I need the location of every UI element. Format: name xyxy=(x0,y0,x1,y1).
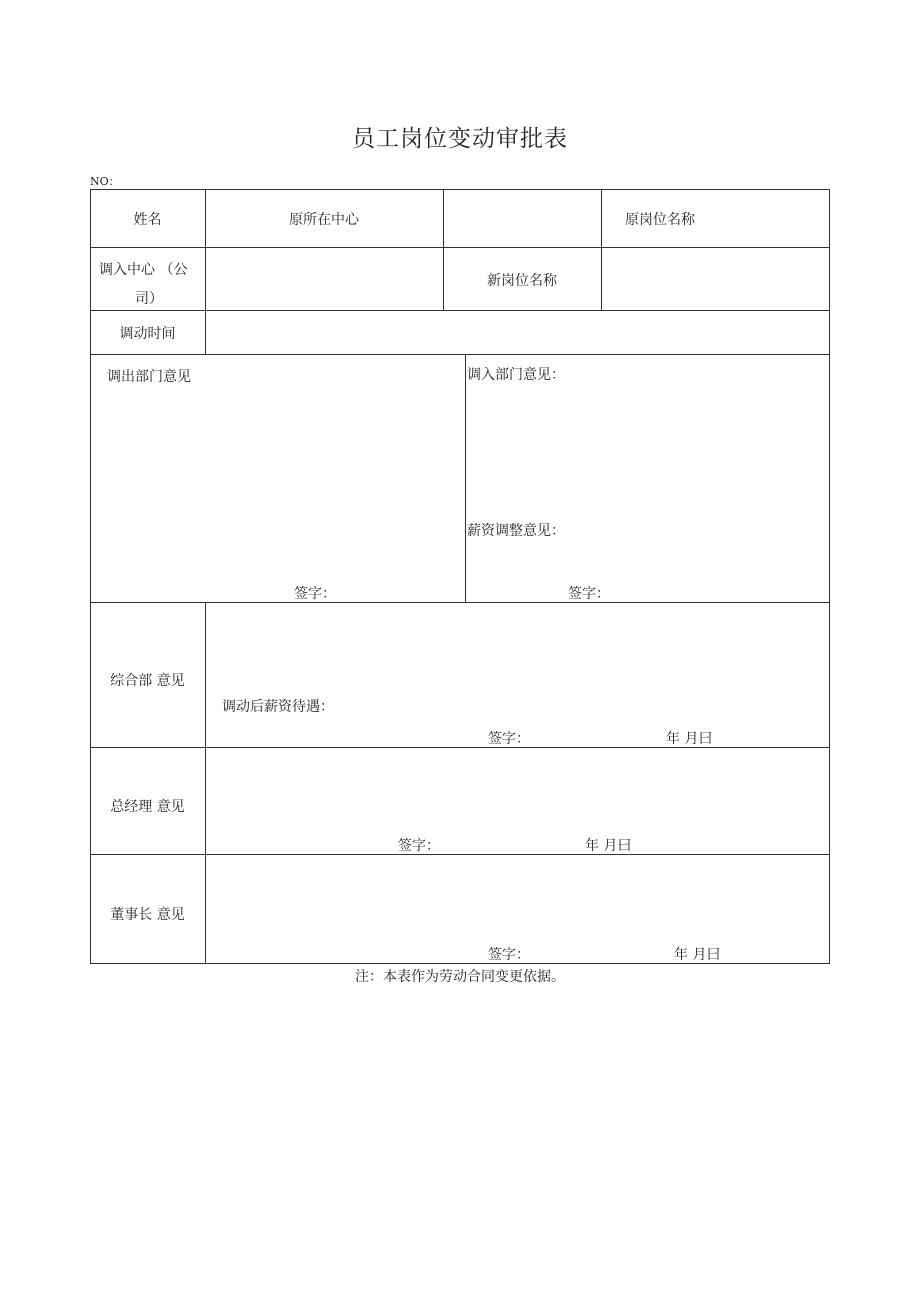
transfer-center-label-line1: 调入中心 （公 xyxy=(99,262,188,278)
page-title: 员工岗位变动审批表 xyxy=(352,126,568,152)
table-line xyxy=(90,189,830,190)
signature-label: 签字： xyxy=(488,731,530,747)
footer-note: 注：本表作为劳动合同变更依据。 xyxy=(355,969,565,985)
table-line xyxy=(90,189,91,964)
general-dept-opinion-label: 综合部 意见 xyxy=(110,673,185,689)
original-center-label: 原所在中心 xyxy=(289,212,359,228)
transfer-time-label: 调动时间 xyxy=(119,326,176,342)
table-line xyxy=(90,310,830,311)
salary-adjust-opinion-label: 薪资调整意见： xyxy=(467,523,565,539)
out-dept-opinion-label: 调出部门意见 xyxy=(107,369,191,385)
table-line xyxy=(90,354,830,355)
form-number-label: NO： xyxy=(90,175,120,188)
chairman-opinion-label: 董事长 意见 xyxy=(110,907,185,923)
table-line xyxy=(90,602,830,603)
table-line xyxy=(465,354,466,602)
table-line xyxy=(829,189,830,964)
date-label: 年 月曰 xyxy=(585,838,632,854)
name-label: 姓名 xyxy=(133,212,162,228)
table-line xyxy=(90,854,830,855)
signature-label: 签字： xyxy=(488,947,530,963)
general-manager-opinion-label: 总经理 意见 xyxy=(110,799,185,815)
signature-label: 签字： xyxy=(568,586,610,602)
table-line xyxy=(205,602,206,963)
signature-label: 签字： xyxy=(294,586,336,602)
transfer-center-label-line2: 司） xyxy=(135,291,163,307)
date-label: 年 月曰 xyxy=(666,731,713,747)
table-line xyxy=(90,747,830,748)
salary-after-transfer-label: 调动后薪资待遇： xyxy=(222,699,334,715)
table-line xyxy=(443,189,444,310)
new-position-label: 新岗位名称 xyxy=(487,273,557,289)
table-line xyxy=(90,247,830,248)
in-dept-opinion-label: 调入部门意见： xyxy=(467,367,565,383)
date-label: 年 月曰 xyxy=(674,947,721,963)
table-line xyxy=(601,189,602,310)
original-position-label: 原岗位名称 xyxy=(625,212,695,228)
signature-label: 签字： xyxy=(398,838,440,854)
